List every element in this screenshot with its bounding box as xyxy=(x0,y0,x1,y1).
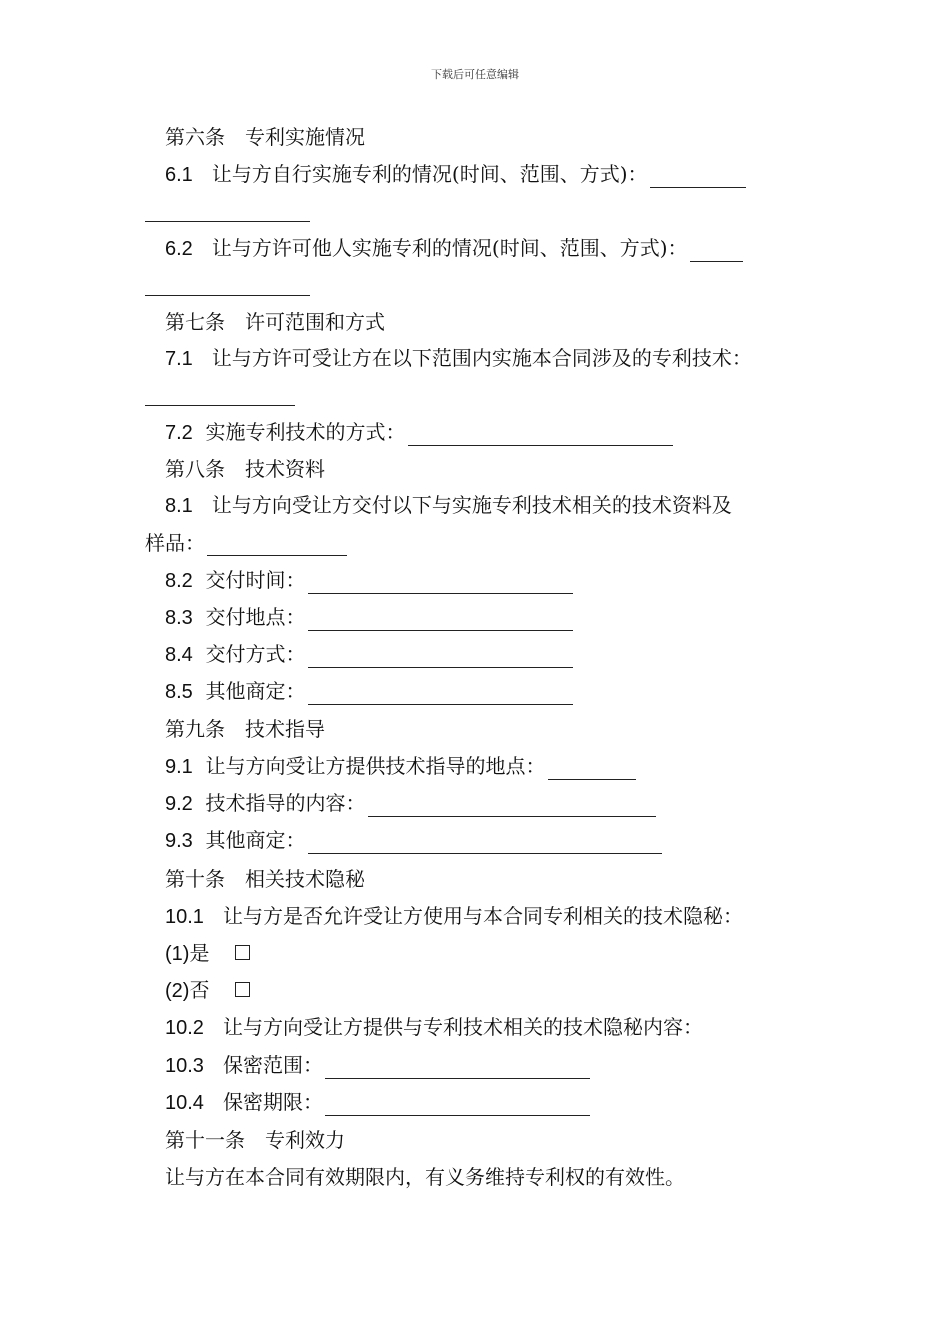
checkbox-yes[interactable] xyxy=(235,945,250,960)
clause-6-2-continuation xyxy=(145,270,310,296)
fill-blank[interactable] xyxy=(325,1058,590,1079)
fill-blank[interactable] xyxy=(650,167,746,188)
clause-number: 8.1 xyxy=(165,495,193,517)
clause-text: 让与方向受让方提供与专利技术相关的技术隐秘内容： xyxy=(223,1015,704,1039)
fill-blank[interactable] xyxy=(145,385,295,406)
clause-number: 6.1 xyxy=(165,164,193,186)
fill-blank[interactable] xyxy=(145,201,310,222)
clause-number: 9.3 xyxy=(165,830,193,852)
fill-blank[interactable] xyxy=(548,759,636,780)
clause-8-1 xyxy=(165,492,732,519)
fill-blank[interactable] xyxy=(308,610,573,631)
section-8-title: 第八条 技术资料 xyxy=(165,457,325,481)
clause-8-5 xyxy=(165,678,573,705)
option-label: 是 xyxy=(189,941,210,965)
clause-8-3 xyxy=(165,604,573,631)
clause-text: 交付时间： xyxy=(205,568,306,592)
clause-9-1 xyxy=(165,753,636,780)
clause-10-1 xyxy=(165,903,743,930)
clause-text: 让与方许可他人实施专利的情况(时间、范围、方式)： xyxy=(211,236,688,260)
clause-number: 7.1 xyxy=(165,348,193,370)
checkbox-no[interactable] xyxy=(235,982,250,997)
clause-text: 让与方向受让方交付以下与实施专利技术相关的技术资料及 xyxy=(211,493,732,517)
clause-text: 让与方自行实施专利的情况(时间、范围、方式)： xyxy=(211,162,648,186)
clause-10-2 xyxy=(165,1014,703,1041)
section-9-title: 第九条 技术指导 xyxy=(165,717,325,741)
fill-blank[interactable] xyxy=(308,684,573,705)
clause-6-2 xyxy=(165,235,743,262)
clause-7-1-continuation xyxy=(145,380,295,406)
clause-7-1 xyxy=(165,345,752,372)
clause-number: 10.4 xyxy=(165,1092,204,1114)
clause-text: 让与方许可受让方在以下范围内实施本合同涉及的专利技术： xyxy=(211,346,752,370)
clause-8-4 xyxy=(165,641,573,668)
clause-number: 8.2 xyxy=(165,570,193,592)
clause-text: 实施专利技术的方式： xyxy=(205,420,406,444)
clause-text: 交付地点： xyxy=(205,605,306,629)
clause-text: 保密范围： xyxy=(223,1053,324,1077)
fill-blank[interactable] xyxy=(145,275,310,296)
clause-number: 10.2 xyxy=(165,1017,204,1039)
clause-text: 其他商定： xyxy=(205,828,306,852)
clause-7-2 xyxy=(165,419,673,446)
fill-blank[interactable] xyxy=(308,573,573,594)
clause-text: 保密期限： xyxy=(223,1090,324,1114)
option-no xyxy=(165,977,250,1004)
fill-blank[interactable] xyxy=(408,425,673,446)
clause-9-2 xyxy=(165,790,656,817)
clause-6-1-continuation xyxy=(145,196,310,222)
clause-text: 其他商定： xyxy=(205,679,306,703)
option-yes xyxy=(165,940,250,967)
clause-10-4 xyxy=(165,1089,590,1116)
clause-number: 9.1 xyxy=(165,756,193,778)
clause-number: 8.4 xyxy=(165,644,193,666)
fill-blank[interactable] xyxy=(368,796,656,817)
clause-8-2 xyxy=(165,567,573,594)
clause-10-3 xyxy=(165,1052,590,1079)
clause-number: 9.2 xyxy=(165,793,193,815)
section-11-body: 让与方在本合同有效期限内，有义务维持专利权的有效性。 xyxy=(165,1165,685,1189)
section-10-title: 第十条 相关技术隐秘 xyxy=(165,867,365,891)
clause-8-1-continuation xyxy=(145,530,347,556)
clause-number: 6.2 xyxy=(165,238,193,260)
clause-9-3 xyxy=(165,827,662,854)
fill-blank[interactable] xyxy=(308,647,573,668)
clause-number: 10.1 xyxy=(165,906,204,928)
clause-text: 技术指导的内容： xyxy=(205,791,366,815)
fill-blank[interactable] xyxy=(308,833,662,854)
clause-text: 样品： xyxy=(145,531,205,555)
fill-blank[interactable] xyxy=(325,1095,590,1116)
clause-number: 8.5 xyxy=(165,681,193,703)
section-7-title: 第七条 许可范围和方式 xyxy=(165,310,385,334)
page-header: 下载后可任意编辑 xyxy=(431,68,519,81)
clause-number: 10.3 xyxy=(165,1055,204,1077)
clause-text: 让与方向受让方提供技术指导的地点： xyxy=(205,754,546,778)
option-label: 否 xyxy=(189,978,210,1002)
fill-blank[interactable] xyxy=(690,241,743,262)
clause-number: 8.3 xyxy=(165,607,193,629)
clause-number: 7.2 xyxy=(165,422,193,444)
clause-text: 交付方式： xyxy=(205,642,306,666)
section-11-title: 第十一条 专利效力 xyxy=(165,1128,345,1152)
clause-text: 让与方是否允许受让方使用与本合同专利相关的技术隐秘： xyxy=(223,904,744,928)
section-6-title: 第六条 专利实施情况 xyxy=(165,125,365,149)
option-number: (2) xyxy=(165,980,190,1002)
clause-6-1 xyxy=(165,161,746,188)
fill-blank[interactable] xyxy=(207,535,347,556)
option-number: (1) xyxy=(165,943,190,965)
